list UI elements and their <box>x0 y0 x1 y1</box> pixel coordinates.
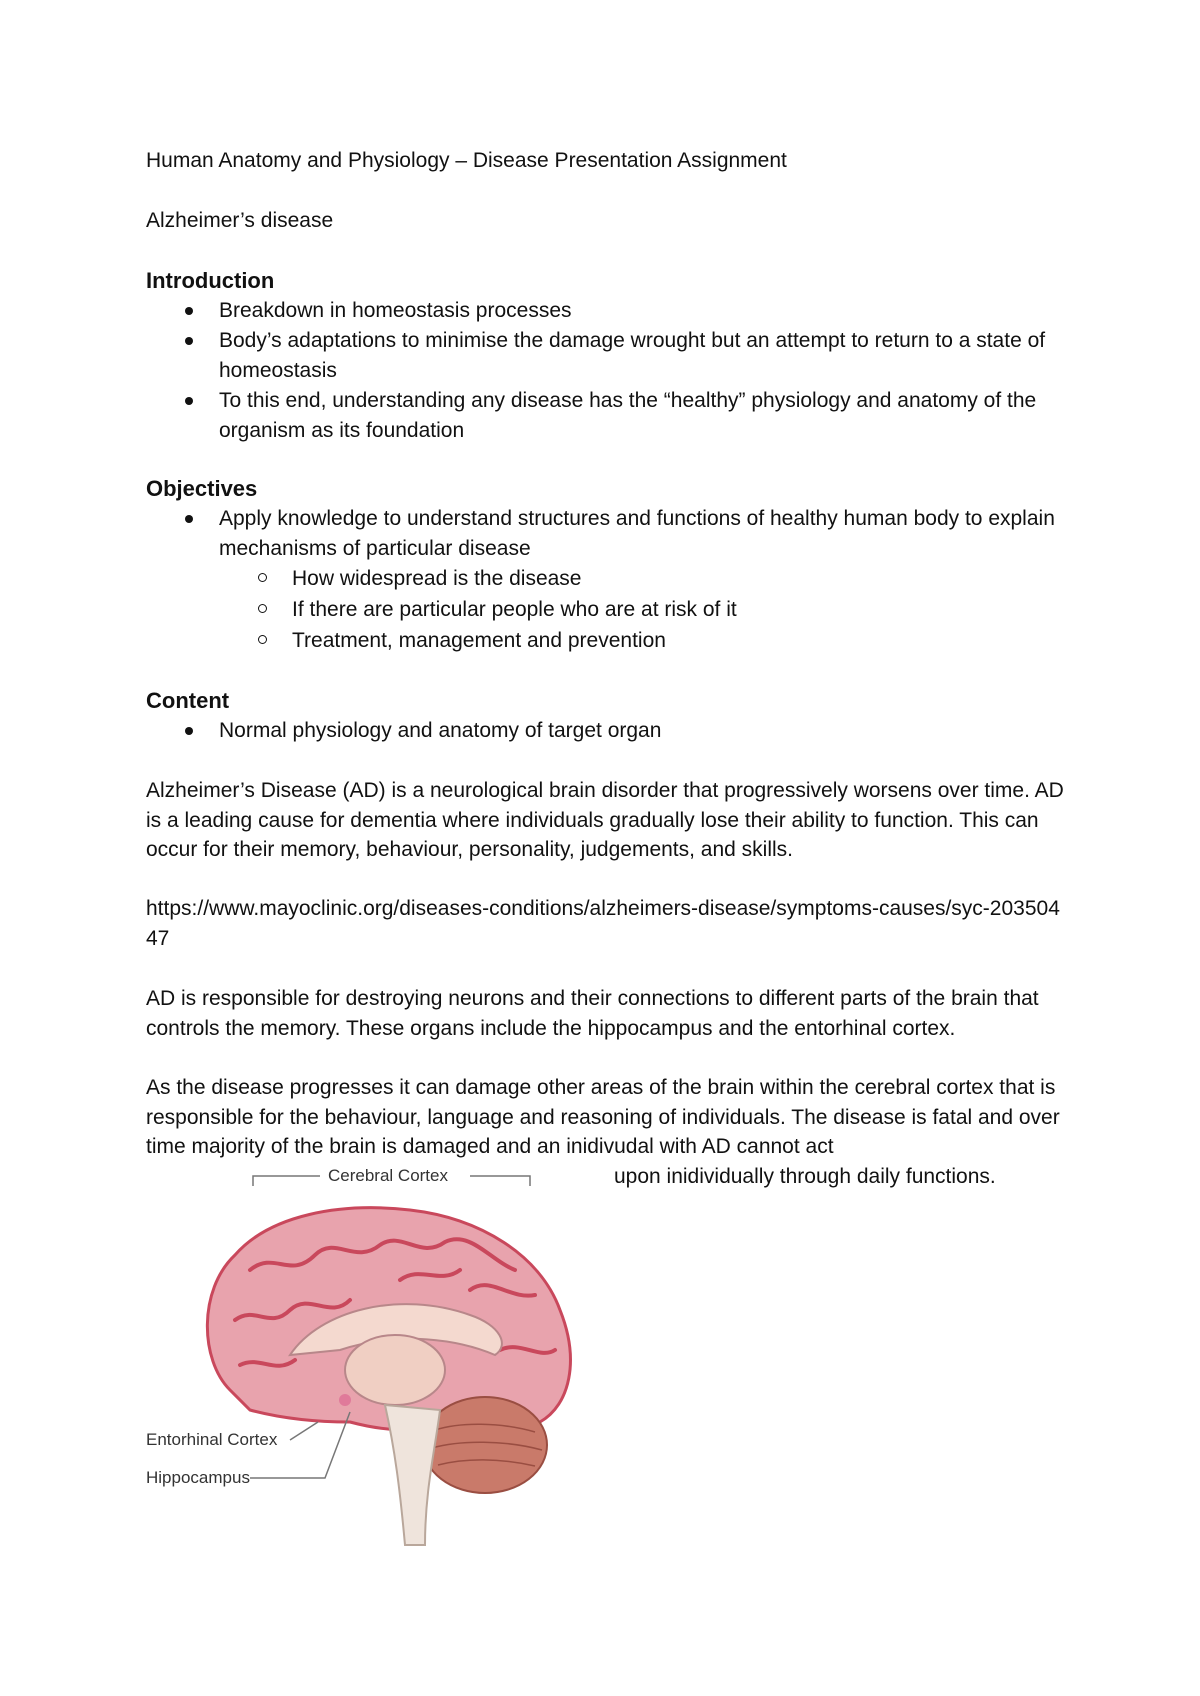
sub-bullet-circle-icon <box>258 635 267 644</box>
objectives-sub-bullet-3-text: Treatment, management and prevention <box>292 629 666 652</box>
bullet-dot-icon <box>185 515 193 523</box>
content-heading: Content <box>146 688 230 713</box>
content-bullet-1 <box>219 716 1079 746</box>
brain-illustration <box>140 1160 610 1560</box>
intro-bullet-2-text: Body’s adaptations to minimise the damage wrought but an attempt to return to a state of homeostasis <box>219 329 1046 382</box>
objectives-sub-bullet-2-text: If there are particular people who are at risk of it <box>292 598 737 621</box>
sub-bullet-circle-icon <box>258 573 267 582</box>
document-title: Human Anatomy and Physiology – Disease Presentation Assignment <box>146 149 787 172</box>
bullet-dot-icon <box>185 397 193 405</box>
content-paragraph-2: AD is responsible for destroying neurons and their connections to different parts of the brain that controls the memory. These organs include the hippocampus and the entorhinal cortex. <box>146 987 1039 1040</box>
bullet-dot-icon <box>185 337 193 345</box>
intro-bullet-1-text: Breakdown in homeostasis processes <box>219 299 572 322</box>
content-paragraph-1: Alzheimer’s Disease (AD) is a neurological brain disorder that progressively worsens over time. AD is a leading cause for dementia where individuals gradually lose their ability to function. This can occur for their memory, behaviour, personality, judgements, and skills. <box>146 779 1064 861</box>
hippocampus-label: Hippocampus <box>146 1468 250 1487</box>
objectives-bullet-1 <box>219 504 1079 563</box>
reference-link[interactable]: https://www.mayoclinic.org/diseases-conditions/alzheimers-disease/symptoms-causes/syc-20350447 <box>146 897 1060 950</box>
objectives-sub-bullet-3 <box>292 626 666 655</box>
intro-bullet-3-text: To this end, understanding any disease has the “healthy” physiology and anatomy of the organism as its foundation <box>219 389 1037 442</box>
thalamus-shape <box>345 1335 445 1405</box>
intro-bullet-1 <box>219 296 1079 326</box>
brain-diagram <box>140 1160 610 1560</box>
entorhinal-pointer <box>290 1422 318 1440</box>
intro-bullet-2 <box>219 326 1079 385</box>
brain-stem-shape <box>385 1405 440 1545</box>
cerebral-cortex-label: Cerebral Cortex <box>328 1166 448 1185</box>
bullet-dot-icon <box>185 727 193 735</box>
document-subtitle: Alzheimer’s disease <box>146 209 334 232</box>
objectives-bullet-1-text: Apply knowledge to understand structures and functions of healthy human body to explain mechanisms of particular disease <box>219 507 1055 560</box>
content-paragraph-3-tail: upon inidividually through daily functions. <box>614 1165 996 1188</box>
intro-bullet-3 <box>219 386 1079 445</box>
content-bullet-1-text: Normal physiology and anatomy of target organ <box>219 719 662 742</box>
sub-bullet-circle-icon <box>258 604 267 613</box>
content-paragraph-3: As the disease progresses it can damage other areas of the brain within the cerebral cortex that is responsible for the behaviour, language and reasoning of individuals. The disease is fatal and over time majority of the brain is damaged and an inidivudal with AD cannot act <box>146 1076 1060 1158</box>
entorhinal-cortex-label: Entorhinal Cortex <box>146 1430 278 1449</box>
objectives-sub-bullet-1 <box>292 564 582 593</box>
objectives-heading: Objectives <box>146 476 258 501</box>
objectives-sub-bullet-2 <box>292 595 737 624</box>
bullet-dot-icon <box>185 307 193 315</box>
hippocampus-marker <box>339 1394 351 1406</box>
introduction-heading: Introduction <box>146 268 275 293</box>
objectives-sub-bullet-1-text: How widespread is the disease <box>292 567 582 590</box>
